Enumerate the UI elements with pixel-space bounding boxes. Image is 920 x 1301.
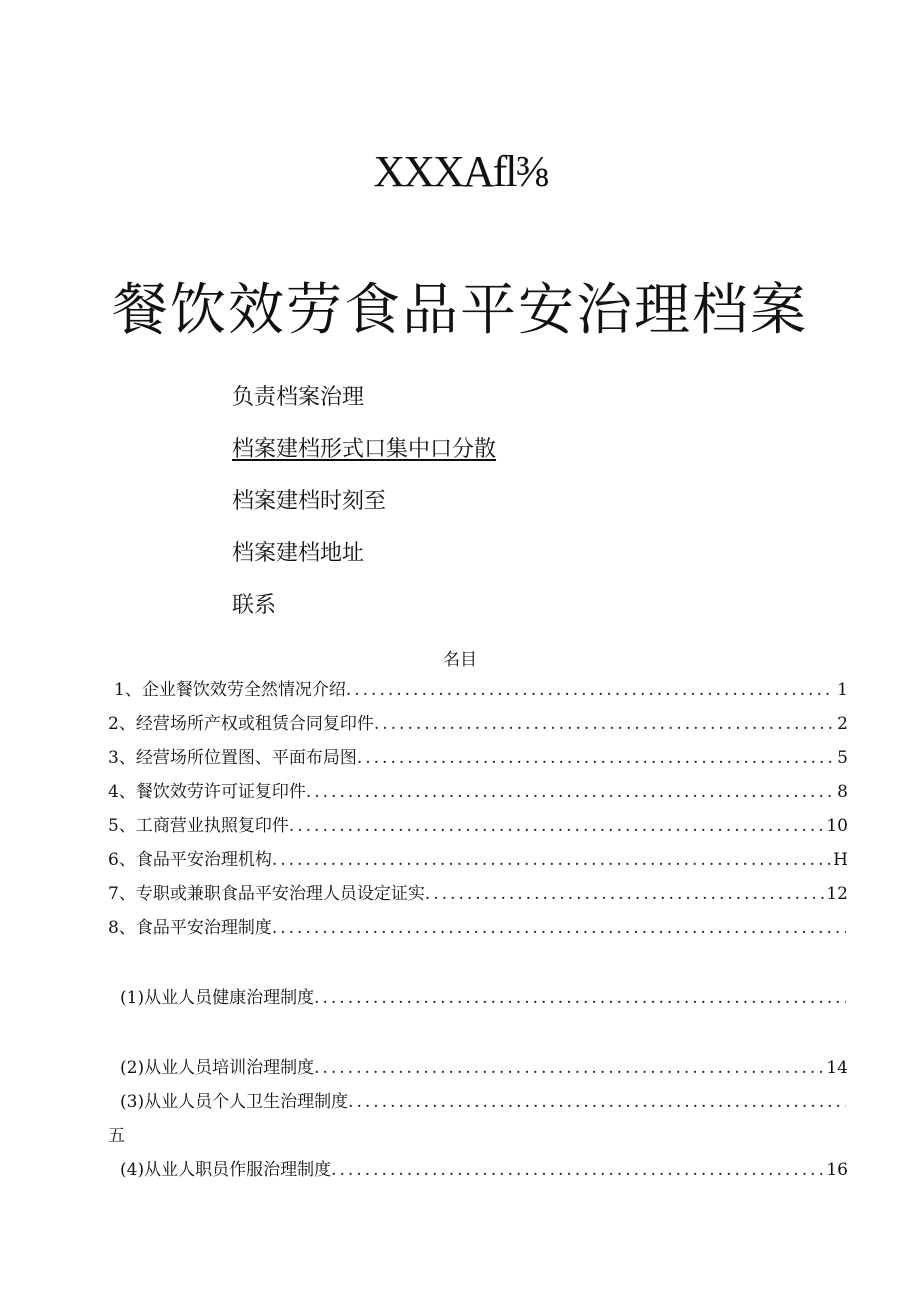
toc-entry[interactable]: [108, 678, 848, 712]
toc-entry[interactable]: [108, 916, 848, 950]
toc-entry-page: 8: [837, 782, 848, 802]
toc-entry-page: 12: [826, 884, 848, 904]
toc-entry[interactable]: [108, 1090, 848, 1124]
toc-leader: [425, 882, 825, 906]
toc-entry-label: (4)从业人职员作服治理制度: [120, 1160, 332, 1180]
toc-leader: [306, 780, 835, 804]
toc-heading: 名目: [443, 650, 477, 670]
toc-entry-page: 10: [826, 816, 848, 836]
toc-entry[interactable]: [108, 848, 848, 882]
toc-entry-label: 8、食品平安治理制度: [108, 918, 272, 938]
toc-entry-label: 7、专职或兼职食品平安治理人员设定证实: [108, 884, 425, 904]
toc-entry[interactable]: [108, 746, 848, 780]
spacer: [108, 1020, 848, 1056]
toc-entry[interactable]: [108, 882, 848, 916]
field-archive-time: [232, 484, 496, 536]
toc-leader: [272, 848, 831, 872]
toc-entry-page: 2: [837, 714, 848, 734]
table-of-contents: [108, 678, 848, 1192]
toc-entry-page: 14: [826, 1058, 848, 1078]
field-archive-manager: [232, 380, 496, 432]
toc-entry-label: 6、食品平安治理机构: [108, 850, 272, 870]
toc-entry-label: (1)从业人员健康治理制度: [120, 988, 315, 1008]
toc-entry-label: 3、经营场所位置图、平面布局图: [108, 748, 357, 768]
document-title: 餐饮效劳食品平安治理档案: [112, 278, 808, 343]
toc-leader: [314, 986, 846, 1010]
toc-leader: [331, 1158, 824, 1182]
toc-leader: [314, 1056, 824, 1080]
toc-entry[interactable]: [108, 1158, 848, 1192]
field-archive-address: [232, 536, 496, 588]
toc-entry[interactable]: [108, 814, 848, 848]
toc-entry-label: (3)从业人员个人卫生治理制度: [120, 1092, 349, 1112]
toc-entry-label: 5、工商营业执照复印件: [108, 816, 289, 836]
toc-entry-label: (2)从业人员培训治理制度: [120, 1058, 315, 1078]
field-label: 档案建档形式: [232, 437, 365, 462]
field-label: 档案建档地址: [232, 541, 365, 566]
field-label: 档案建档时刻至: [232, 489, 387, 514]
toc-entry-label: 1、企业餐饮效劳全然情况介绍: [114, 680, 346, 700]
toc-entry-page: 5: [837, 748, 848, 768]
toc-entry-page: 1: [837, 680, 848, 700]
toc-leader: [272, 916, 846, 940]
toc-entry-continuation: 五: [108, 1126, 125, 1146]
field-contact: [232, 588, 496, 640]
toc-entry-page: H: [833, 850, 848, 870]
field-archive-form: [232, 432, 496, 484]
toc-leader: [374, 712, 835, 736]
field-label: 负责档案治理: [232, 385, 365, 410]
toc-entry[interactable]: [108, 1056, 848, 1090]
field-label: 联系: [232, 593, 277, 618]
toc-entry[interactable]: [108, 780, 848, 814]
toc-entry[interactable]: [108, 986, 848, 1020]
spacer: [108, 950, 848, 986]
archive-info-fields: [232, 380, 496, 640]
toc-leader: [357, 746, 835, 770]
toc-leader: [289, 814, 825, 838]
toc-entry-page: 16: [826, 1160, 848, 1180]
toc-entry[interactable]: [108, 712, 848, 746]
toc-leader: [346, 678, 835, 702]
toc-entry-label: 4、餐饮效劳许可证复印件: [108, 782, 306, 802]
field-options: 口集中口分散: [364, 437, 497, 462]
toc-leader: [348, 1090, 846, 1114]
toc-entry-label: 2、经营场所产权或租赁合同复印件: [108, 714, 374, 734]
company-name: XXXAfl⅜: [373, 147, 547, 196]
